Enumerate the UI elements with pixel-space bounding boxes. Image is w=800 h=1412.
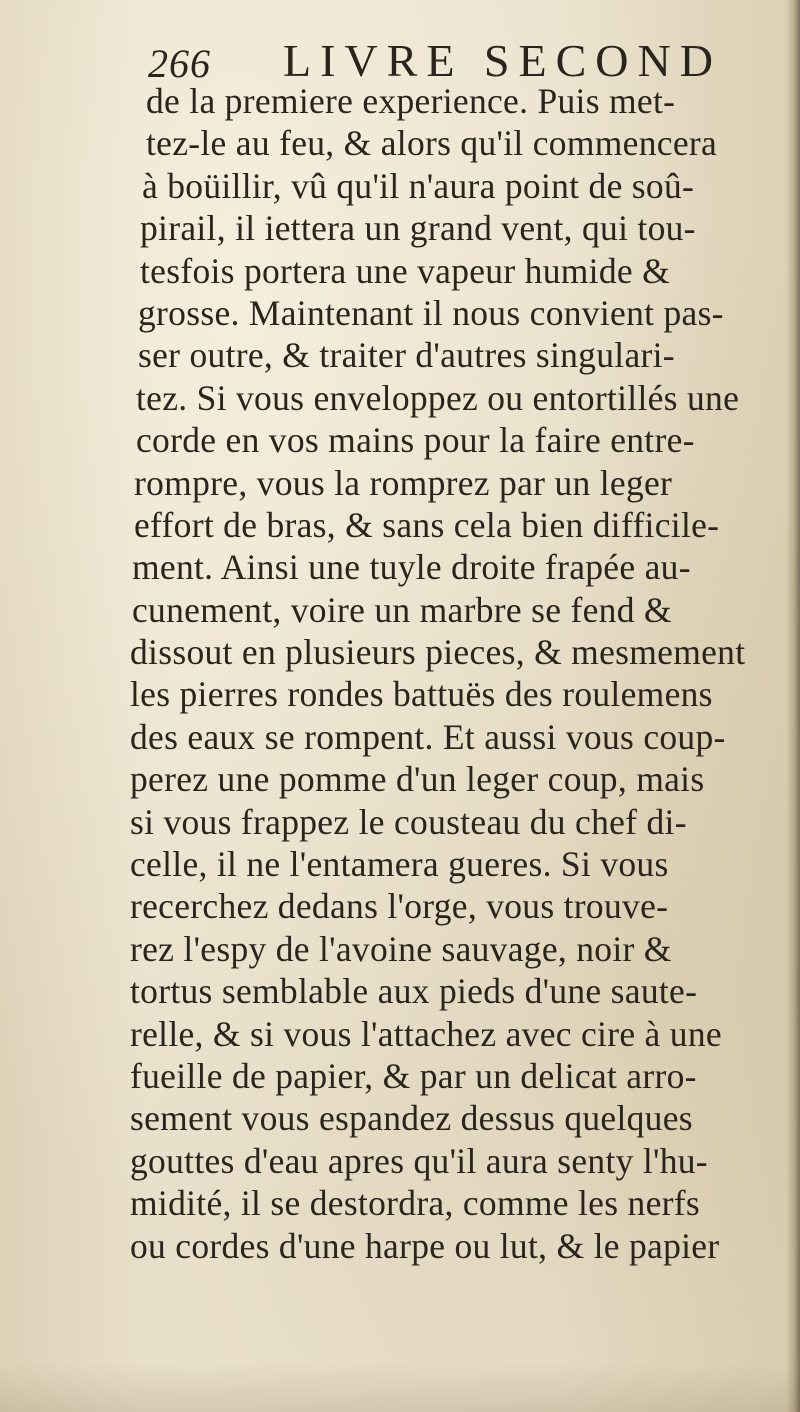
text-line: ment. Ainsi une tuyle droite frapée au-: [132, 547, 691, 588]
text-line: celle, il ne l'entamera gueres. Si vous: [130, 844, 669, 885]
text-line: sement vous espandez dessus quelques: [130, 1098, 693, 1139]
text-line: perez une pomme d'un leger coup, mais: [130, 759, 705, 800]
text-line: tez. Si vous enveloppez ou entortillés une: [136, 377, 740, 418]
text-line: gouttes d'eau apres qu'il aura senty l'hu-: [130, 1140, 708, 1181]
text-line: des eaux se rompent. Et aussi vous coup-: [130, 716, 726, 757]
text-line: recerchez dedans l'orge, vous trouve-: [130, 886, 669, 927]
text-line: dissout en plusieurs pieces, & mesmement: [130, 632, 746, 673]
text-line: cunement, voire un marbre se fend &: [132, 589, 672, 630]
text-line: relle, & si vous l'attachez avec cire à une: [130, 1013, 722, 1054]
text-line: effort de bras, & sans cela bien difficile-: [134, 504, 720, 545]
text-line: grosse. Maintenant il nous convient pas-: [138, 292, 724, 333]
text-line: si vous frappez le cousteau du chef di-: [130, 801, 687, 842]
page-bottom-shadow: [0, 1362, 800, 1412]
page-edge-shadow: [786, 0, 800, 1412]
text-line: corde en vos mains pour la faire entre-: [136, 420, 695, 461]
running-head: LIVRE SECOND: [283, 35, 722, 86]
body-text: [130, 80, 780, 1267]
text-line: rez l'espy de l'avoine sauvage, noir &: [130, 928, 672, 969]
text-line: ser outre, & traiter d'autres singulari-: [138, 335, 675, 376]
text-line: les pierres rondes battuës des roulemens: [130, 674, 713, 715]
text-line: ou cordes d'une harpe ou lut, & le papier: [130, 1225, 720, 1266]
text-line: de la premiere experience. Puis met-: [146, 81, 676, 121]
text-line: tez-le au feu, & alors qu'il commencera: [146, 123, 718, 164]
text-line: tesfois portera une vapeur humide &: [140, 250, 671, 291]
text-line: midité, il se destordra, comme les nerfs: [130, 1183, 700, 1224]
page-number: 266: [148, 41, 211, 86]
text-line: rompre, vous la romprez par un leger: [134, 462, 673, 503]
text-line: pirail, il iettera un grand vent, qui tou-: [140, 208, 696, 249]
text-line: à boüillir, vû qu'il n'aura point de soû-: [142, 165, 695, 206]
text-line: tortus semblable aux pieds d'une saute-: [130, 971, 698, 1012]
text-line: fueille de papier, & par un delicat arro-: [130, 1055, 697, 1096]
